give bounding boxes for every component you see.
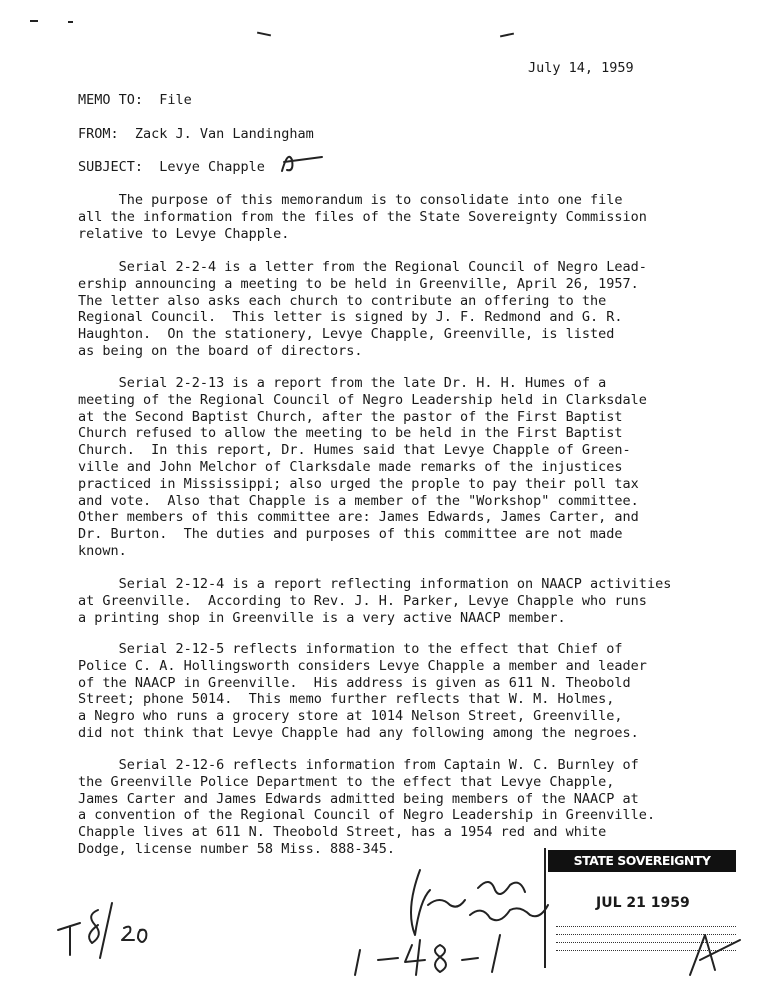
text-line: Serial 2-12-4 is a report reflecting information on NAACP activities — [78, 576, 672, 592]
text-line: Serial 2-2-4 is a letter from the Regional Council of Negro Lead- — [78, 259, 647, 275]
text-line: Serial 2-2-13 is a report from the late Dr. H. H. Humes of a — [78, 375, 607, 391]
memo-to: MEMO TO: File — [78, 92, 192, 108]
text-line: as being on the board of directors. — [78, 342, 363, 359]
text-line: relative to Levye Chapple. — [78, 225, 290, 242]
text-line: did not think that Levye Chapple had any following among the negroes. — [78, 724, 639, 741]
text-line: The purpose of this memorandum is to consolidate into one file — [78, 192, 623, 208]
text-line: known. — [78, 542, 127, 559]
text-line: at Greenville. According to Rev. J. H. Parker, Levye Chapple who runs — [78, 592, 647, 609]
text-line: Street; phone 5014. This memo further reflects that W. M. Holmes, — [78, 691, 615, 708]
stamp-title: STATE SOVEREIGNTY COMMISSION — [548, 850, 736, 872]
text-line: Haughton. On the stationery, Levye Chapple, Greenville, is listed — [78, 326, 615, 343]
text-line: James Carter and James Edwards admitted being members of the NAACP at — [78, 790, 639, 807]
text-line: Serial 2-12-6 reflects information from Captain W. C. Burnley of — [78, 757, 639, 773]
text-line: Dodge, license number 58 Miss. 888-345. — [78, 840, 395, 857]
text-line: ership announcing a meeting to be held in Greenville, April 26, 1957. — [78, 275, 639, 292]
text-line: meeting of the Regional Council of Negro Leadership held in Clarksdale — [78, 391, 647, 408]
text-line: Police C. A. Hollingsworth considers Levye Chapple a member and leader — [78, 657, 647, 674]
text-line: Dr. Burton. The duties and purposes of this committee are not made — [78, 526, 623, 543]
text-line: a Negro who runs a grocery store at 1014 Nelson Street, Greenville, — [78, 708, 623, 725]
text-line: the Greenville Police Department to the effect that Levye Chapple, — [78, 773, 615, 790]
text-line: The letter also asks each church to contribute an offering to the — [78, 292, 607, 309]
text-line: a convention of the Regional Council of Negro Leadership in Greenville. — [78, 807, 656, 824]
text-line: practiced in Mississippi; also urged the prople to pay their poll tax — [78, 475, 639, 492]
memo-date: July 14, 1959 — [528, 60, 634, 76]
text-line: Church refused to allow the meeting to be held in the First Baptist — [78, 425, 623, 442]
text-line: ville and John Melchor of Clarksdale made remarks of the injustices — [78, 458, 623, 475]
text-line: all the information from the files of the State Sovereignty Commission — [78, 208, 647, 225]
text-line: Other members of this committee are: James Edwards, James Carter, and — [78, 509, 639, 526]
text-line: a printing shop in Greenville is a very active NAACP member. — [78, 609, 566, 626]
text-line: and vote. Also that Chapple is a member of the "Workshop" committee. — [78, 492, 639, 509]
text-line: Church. In this report, Dr. Humes said that Levye Chapple of Green- — [78, 442, 631, 459]
memo-subject: SUBJECT: Levye Chapple — [78, 159, 265, 175]
memo-from: FROM: Zack J. Van Landingham — [78, 126, 314, 142]
text-line: Chapple lives at 611 N. Theobold Street, has a 1954 red and white — [78, 824, 607, 841]
text-line: of the NAACP in Greenville. His address is given as 611 N. Theobold — [78, 674, 631, 691]
text-line: at the Second Baptist Church, after the pastor of the First Baptist — [78, 408, 623, 425]
text-line: Serial 2-12-5 reflects information to the effect that Chief of — [78, 641, 623, 657]
text-line: Regional Council. This letter is signed by J. F. Redmond and G. R. — [78, 309, 623, 326]
stamp-date: JUL 21 1959 — [596, 895, 690, 911]
